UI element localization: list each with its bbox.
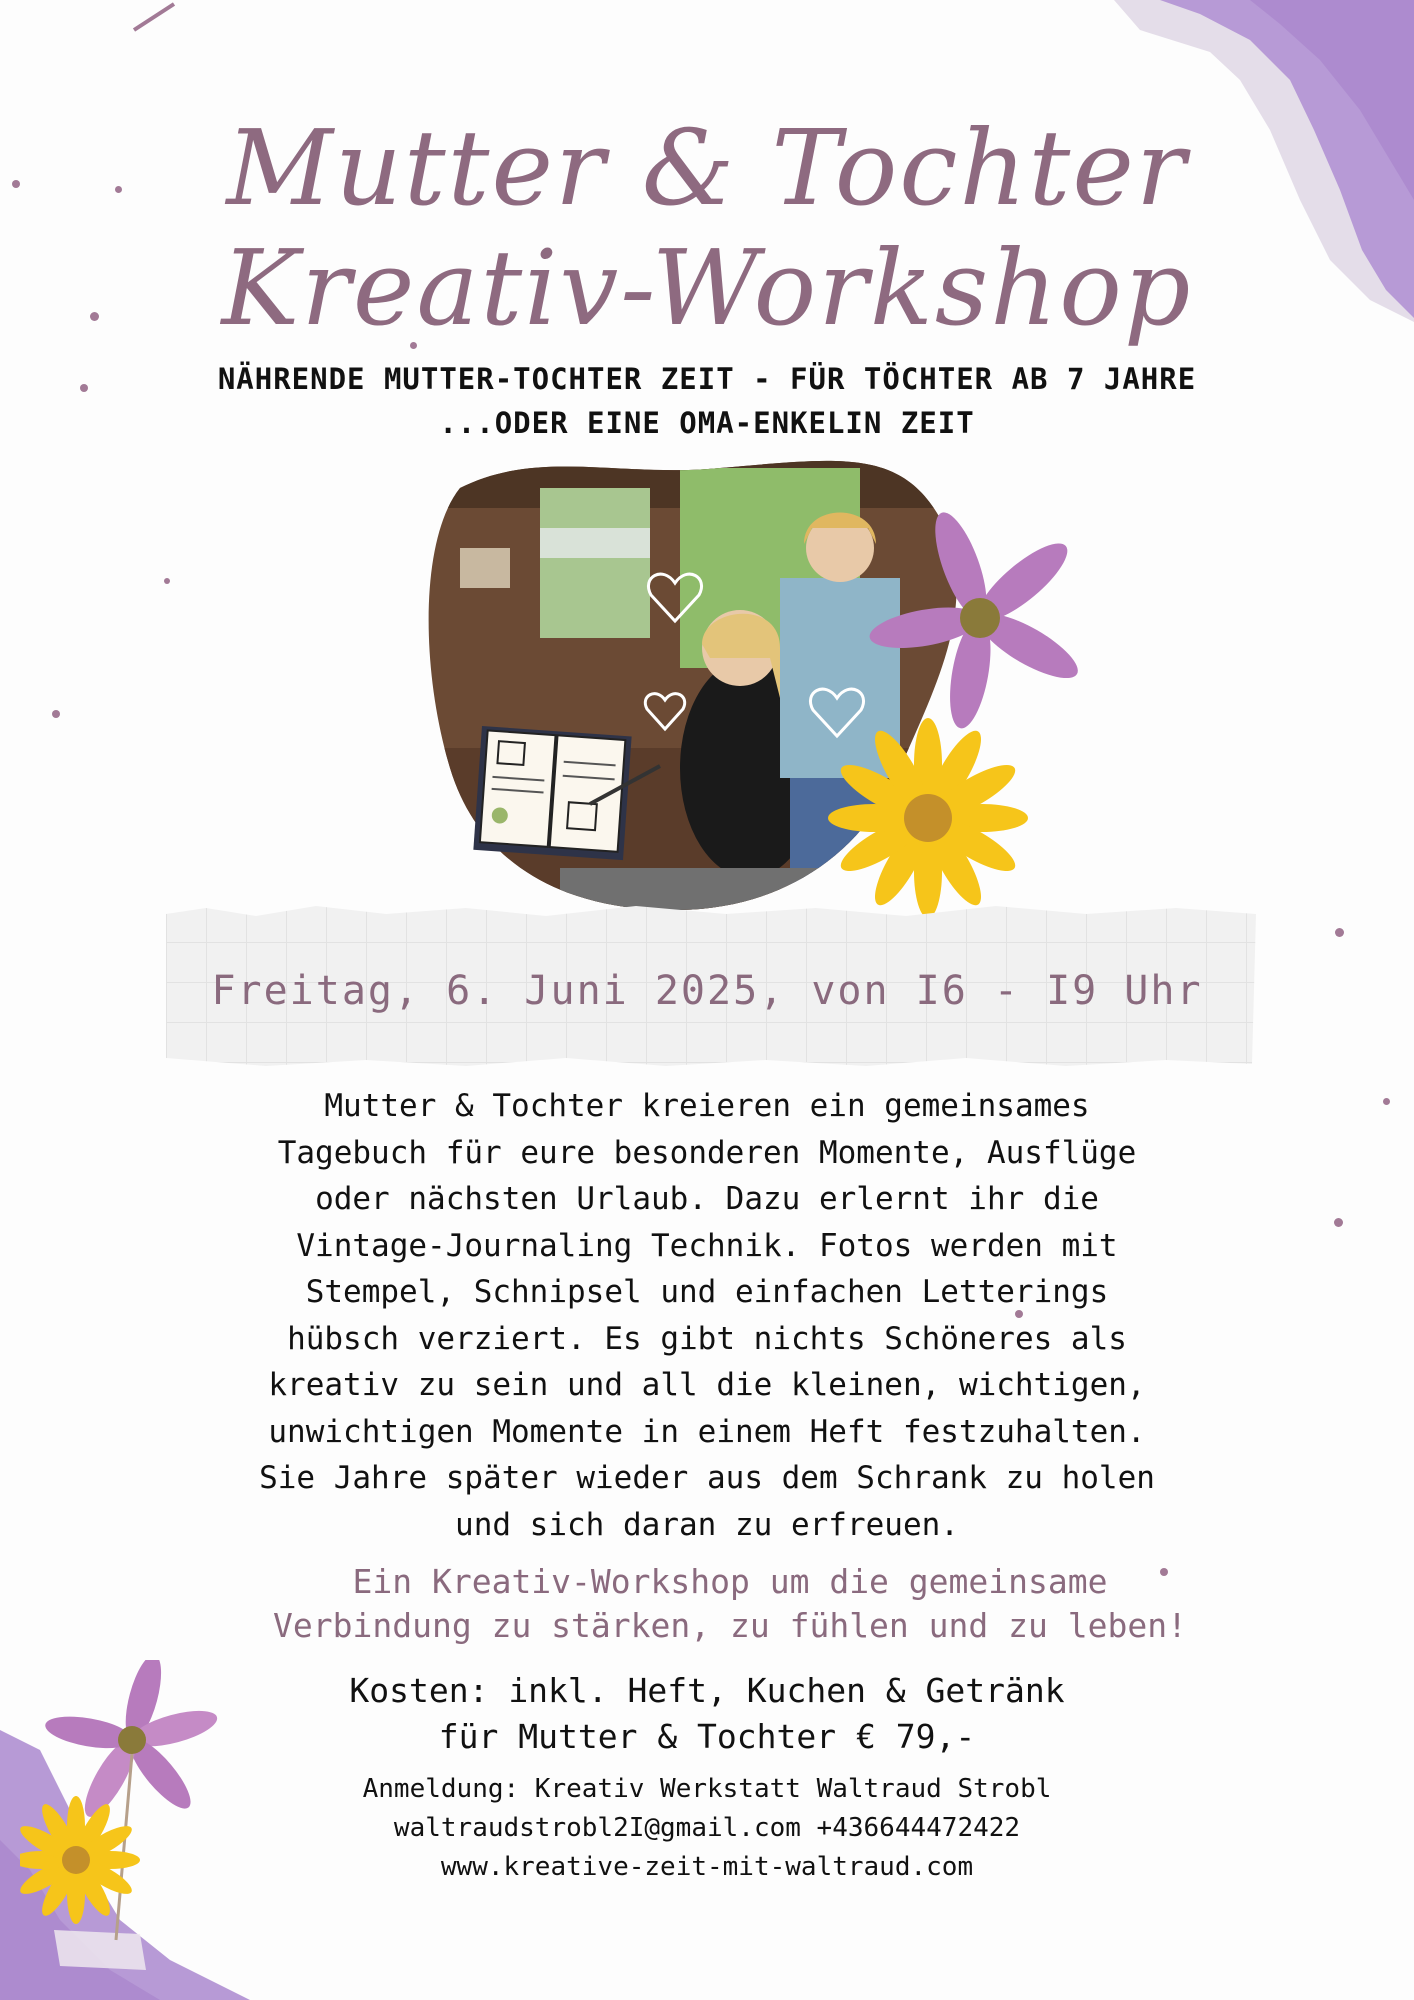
- description-line: oder nächsten Urlaub. Dazu erlernt ihr die: [315, 1181, 1099, 1217]
- description-line: Vintage-Journaling Technik. Fotos werden mit: [296, 1227, 1118, 1264]
- speckle: [52, 710, 60, 718]
- tagline-line: Ein Kreativ-Workshop um die gemeinsame: [352, 1562, 1108, 1601]
- description-line: Stempel, Schnipsel und einfachen Letterings: [305, 1274, 1109, 1310]
- speckle: [164, 578, 170, 584]
- description-line: unwichtigen Momente in einem Heft festzuhalten.: [268, 1413, 1146, 1450]
- title-line-1: Mutter & Tochter: [226, 107, 1188, 229]
- description-line: hübsch verziert. Es gibt nichts Schöneres als: [287, 1320, 1127, 1357]
- tagline: [150, 1560, 1310, 1648]
- tagline-line: Verbindung zu stärken, zu fühlen und zu leben!: [273, 1606, 1187, 1645]
- decorative-stroke: [130, 0, 180, 34]
- description-line: Tagebuch für eure besonderen Momente, Ausflüge: [277, 1134, 1137, 1171]
- website-line: www.kreative-zeit-mit-waltraud.com: [440, 1852, 974, 1882]
- title-line-2: Kreativ-Workshop: [221, 227, 1193, 349]
- description-line: kreativ zu sein und all die kleinen, wichtigen,: [268, 1367, 1146, 1403]
- description-line: Sie Jahre später wieder aus dem Schrank zu holen: [259, 1460, 1155, 1496]
- workshop-photo: [420, 448, 1100, 958]
- speckle: [1335, 928, 1344, 937]
- email-phone-line: waltraudstrobl2I@gmail.com +436644472422: [393, 1813, 1021, 1843]
- contact-info: [150, 1770, 1264, 1887]
- subtitle-line-2: ...ODER EINE OMA-ENKELIN ZEIT: [439, 406, 975, 440]
- registration-line: Anmeldung: Kreativ Werkstatt Waltraud Strobl: [362, 1774, 1052, 1804]
- speckle: [1334, 1218, 1343, 1227]
- speckle: [1383, 1098, 1390, 1105]
- description: [150, 1083, 1264, 1548]
- cost-line: für Mutter & Tochter € 79,-: [438, 1717, 976, 1756]
- event-date: Freitag, 6. Juni 2025, von I6 - I9 Uhr: [211, 968, 1203, 1014]
- cost-line: Kosten: inkl. Heft, Kuchen & Getränk: [349, 1671, 1065, 1710]
- description-line: Mutter & Tochter kreieren ein gemeinsames: [324, 1088, 1090, 1124]
- description-line: und sich daran zu erfreuen.: [455, 1506, 959, 1543]
- cost-info: [150, 1668, 1264, 1760]
- subtitle-line-1: NÄHRENDE MUTTER-TOCHTER ZEIT - FÜR TÖCHTER AB 7 JAHRE: [217, 362, 1197, 396]
